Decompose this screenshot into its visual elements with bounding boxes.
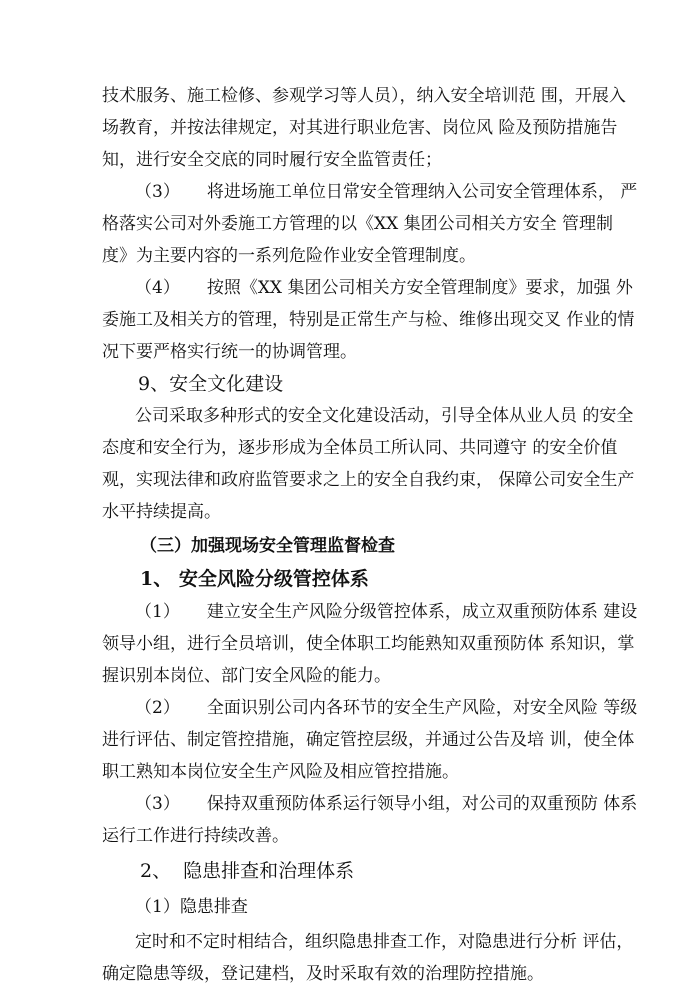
text-line: （4） 按照《XX 集团公司相关方安全管理制度》要求，加强 外 bbox=[135, 278, 633, 298]
text-line: （3） 保持双重预防体系运行领导小组，对公司的双重预防 体系 bbox=[135, 794, 638, 814]
subsection-heading: （1）隐患排查 bbox=[135, 897, 248, 917]
section-heading: 2、 隐患排查和治理体系 bbox=[140, 860, 355, 882]
text-line: 况下要严格实行统一的协调管理。 bbox=[102, 342, 357, 362]
section-heading: 9、安全文化建设 bbox=[138, 373, 284, 395]
section-heading: 1、 安全风险分级管控体系 bbox=[140, 568, 369, 590]
text-line: （2） 全面识别公司内各环节的安全生产风险，对安全风险 等级 bbox=[135, 698, 638, 718]
text-line: 运行工作进行持续改善。 bbox=[102, 826, 289, 846]
text-line: 度》为主要内容的一系列危险作业安全管理制度。 bbox=[102, 246, 476, 266]
text-line: 定时和不定时相结合，组织隐患排查工作，对隐患进行分析 评估， bbox=[135, 932, 634, 952]
text-line: 进行评估、制定管控措施，确定管控层级，并通过公告及培 训，使全体 bbox=[102, 730, 635, 750]
text-line: 场教育，并按法律规定，对其进行职业危害、岗位风 险及预防措施告 bbox=[102, 118, 618, 138]
chapter-heading: （三）加强现场安全管理监督检查 bbox=[140, 536, 395, 556]
text-line: （1） 建立安全生产风险分级管控体系，成立双重预防体系 建设 bbox=[135, 602, 638, 622]
text-line: 水平持续提高。 bbox=[102, 502, 221, 522]
text-line: 格落实公司对外委施工方管理的以《XX 集团公司相关方安全 管理制 bbox=[102, 214, 614, 234]
text-line: 职工熟知本岗位安全生产风险及相应管控措施。 bbox=[102, 762, 459, 782]
text-line: 公司采取多种形式的安全文化建设活动，引导全体从业人员 的安全 bbox=[135, 406, 634, 426]
text-line: 知，进行安全交底的同时履行安全监管责任； bbox=[102, 150, 442, 170]
text-line: 领导小组，进行全员培训，使全体职工均能熟知双重预防体 系知识，掌 bbox=[102, 634, 635, 654]
text-line: 握识别本岗位、部门安全风险的能力。 bbox=[102, 666, 391, 686]
text-line: 委施工及相关方的管理，特别是正常生产与检、维修出现交叉 作业的情 bbox=[102, 310, 635, 330]
text-line: 观，实现法律和政府监管要求之上的安全自我约束， 保障公司安全生产 bbox=[102, 470, 635, 490]
text-line: 技术服务、施工检修、参观学习等人员），纳入安全培训范 围，开展入 bbox=[102, 86, 626, 106]
text-line: （3） 将进场施工单位日常安全管理纳入公司安全管理体系， 严 bbox=[135, 182, 638, 202]
text-line: 确定隐患等级，登记建档，及时采取有效的治理防控措施。 bbox=[102, 964, 544, 984]
text-line: 态度和安全行为，逐步形成为全体员工所认同、共同遵守 的安全价值 bbox=[102, 438, 618, 458]
